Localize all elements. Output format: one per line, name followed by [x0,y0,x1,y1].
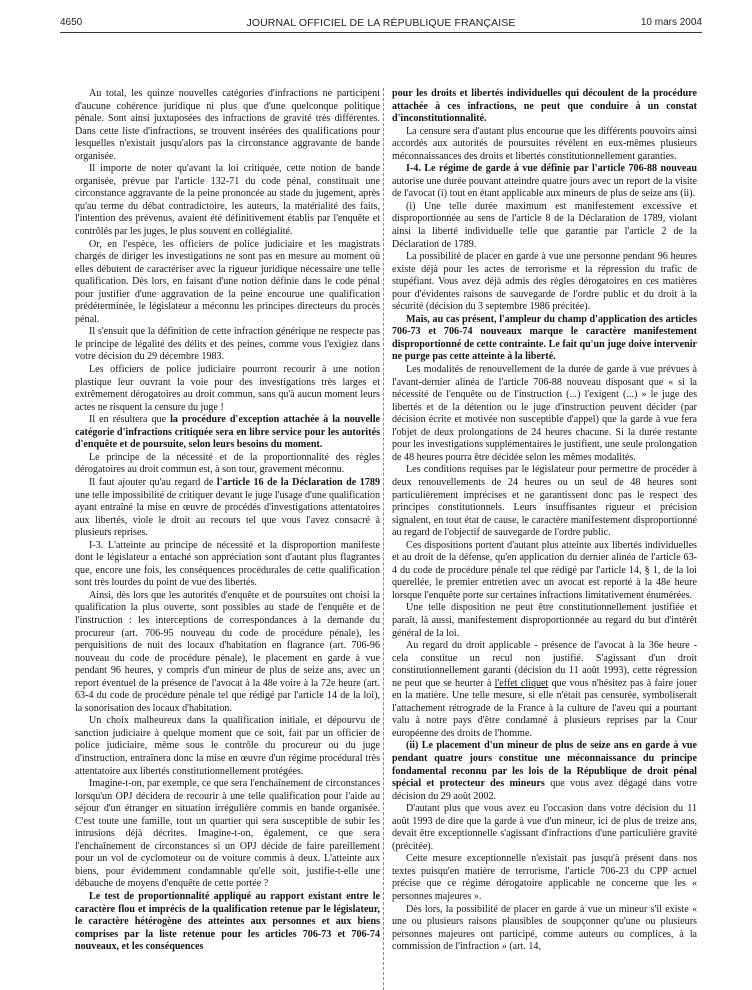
text-run: que vous n'hésitez pas à faire jouer en la matière. Une telle mesure, si elle n'était pas censurée, symboliserait l'attachement rétrograde de la France à la culture de l'aveu qui a pourtant valu à notre pays d'être condamné à plusieurs reprises par la Cour européenne des droits de l'homme. [392,677,697,739]
paragraph [75,477,380,540]
paragraph [392,640,697,740]
paragraph: Au total, les quinze nouvelles catégories d'infractions ne participent d'aucune cohérence juridique ni plus que d'une quelconque politique pénale. Sont ainsi juxtaposées des infractions de gravité très différentes. Dans cette liste d'infractions, se trouvent insérées des qualifications pour lesquelles n'existait jusqu'alors pas la circonstance aggravante de bande organisée. [75,88,380,162]
paragraph: Les officiers de police judiciaire pourront recourir à une notion plastique leur ouvrant la voie pour des investigations très larges et extrêmement dérogatoires au droit commun, sans qu'à aucun moment leurs actes ne risquent la censure du juge ! [75,364,380,413]
paragraph: Une telle disposition ne peut être constitutionnellement justifiée et paraît, là aussi, manifestement disproportionnée au regard du but d'intérêt général de la loi. [392,602,697,639]
page-header [60,14,702,30]
paragraph [75,891,380,954]
paragraph: D'autant plus que vous avez eu l'occasion dans votre décision du 11 août 1993 de dire que la garde à vue d'un mineur, ici de plus de treize ans, devait être exceptionnelle s'agissant d'infractions d'une particulière gravité (précitée). [392,803,697,852]
paragraph: La censure sera d'autant plus encourue que les différents pouvoirs ainsi accordés aux autorités de poursuites révèlent en eux-mêmes plusieurs méconnaissances des droits et libertés constitutionnellement garanties. [392,125,697,162]
text-run: Il faut ajouter qu'au regard de [89,476,217,488]
paragraph: La possibilité de placer en garde à vue une personne pendant 96 heures existe déjà pour les actes de terrorisme et la répression du trafic de stupéfiant. Vous avez déjà admis des règles dérogatoires en ces matières pour d'évidentes raisons de sauvegarde de l'ordre public et du droit à la sécurité (décision du 3 septembre 1986 précitée). [392,251,697,313]
text-run: une telle impossibilité de critiquer devant le juge l'usage d'une qualification ayant entraîné la mise en œuvre de procédés d'investigations attentatoires aux libertés, viole le droit au recours tel que vous l'avez consacré à plusieurs reprises. [75,489,380,539]
paragraph [392,88,697,126]
paragraph [392,314,697,364]
bold-text: I-4. Le régime de garde à vue définie par l'article 706-88 nouveau [406,163,697,175]
text-run: que vous avez dégagé dans votre décision du 29 août 2002. [392,778,697,802]
paragraph: Il importe de noter qu'avant la loi critiquée, cette notion de bande organisée, prévue par l'article 132-71 du code pénal, constituait une circonstance aggravante de la peine prononcée au stade du jugement, après qu'au terme du débat contradictoire, les auteurs, la matérialité des faits, l'intention des prévenus, avaient été définitivement établis par l'enquête et contrôlés par les juges, le plus souvent en collégialité. [75,163,380,238]
issue-date: 10 mars 2004 [640,17,702,28]
paragraph: Les modalités de renouvellement de la durée de garde à vue prévues à l'avant-dernier alinéa de l'article 706-88 nouveau disposant que « si la nécessité de l'enquête ou de l'instruction (...) l'exigent (...) » le juge des libertés et de la détention ou le juge d'instruction peuvent décider (par décision écrite et motivée non susceptible d'appel) que la garde à vue fera l'objet de deux prolongations de 24 heures chacune. Si la durée restante pour les investigations supplémentaires le justifient, une seule prolongation de 48 heures pourra être décidée selon les mêmes modalités. [392,364,697,463]
bold-text: pour les droits et libertés individuelles qui découlent de la procédure attachée à ces infractions, ne peut que conduire à un constat d'inconstitutionnalité. [392,88,697,125]
paragraph: Ces dispositions portent d'autant plus atteinte aux libertés individuelles et au droit de la défense, qu'en application du dernier alinéa de l'article 63-4 du code de procédure pénale tel que rédigé par l'article 14, § 1, de la loi querellée, le premier entretien avec un avocat est reporté à la 48e heure lorsque l'enquête porte sur certaines infractions limitativement énumérées. [392,539,697,601]
paragraph [75,414,380,452]
bold-text: (ii) Le placement d'un mineur de plus de seize ans en garde à vue pendant quatre jours constitue une méconnaissance du principe fondamental reconnu par les lois de la République de droit pénal spécial et protecteur des mineurs [392,740,697,790]
header-rule [60,32,702,33]
bold-text: Mais, au cas présent, l'ampleur du champ d'application des articles 706-73 et 706-74 nouveaux marque le caractère manifestement disproportionné de cette contrainte. Le fait qu'un juge doive intervenir ne purge pas cette atteinte à la liberté. [392,313,697,363]
paragraph: Les conditions requises par le législateur pour permettre de procéder à deux renouvellements de 24 heures ou un seul de 48 heures sont particulièrement imprécises et ne garantissent donc pas le respect des principes constitutionnels. Leurs insuffisantes rigueur et précision signalent, en tout état de cause, le caractère manifestement disproportionné au regard de l'objectif de sauvegarde de l'ordre public. [392,464,697,539]
paragraph: I-3. L'atteinte au principe de nécessité et la disproportion manifeste dont le législateur a entaché son appréciation sont d'autant plus flagrantes que, encore une fois, les conséquences procédurales de cette qualification sont très lourdes du point de vue des libertés. [75,539,380,589]
right-column [392,88,697,990]
paragraph [392,163,697,201]
text-run: Il en résultera que [89,414,171,426]
underlined-text: l'effet cliquet [494,677,549,689]
text-run: autorise une durée pouvant atteindre quatre jours avec un report de la visite de l'avocat (i) tout en étant applicable aux mineurs de plus de seize ans (ii). [392,175,697,200]
paragraph: Cette mesure exceptionnelle n'existait pas jusqu'à présent dans nos textes puisqu'en matière de terrorisme, l'article 706-23 du CPP actuel précise que ce régime dérogatoire applicable ne concerne que les « personnes majeures ». [392,853,697,902]
journal-title: JOURNAL OFFICIEL DE LA RÉPUBLIQUE FRANÇAISE [246,17,516,29]
page-number: 4650 [60,17,83,28]
bold-text: Le test de proportionnalité appliqué au rapport existant entre le caractère flou et imprécis de la qualification retenue par le législateur, le caractère hétérogène des atteintes aux personnes et aux biens comprises par la liste retenue pour les articles 706-73 et 706-74 nouveaux, et les conséquences [75,891,380,953]
paragraph: (i) Une telle durée maximum est manifestement excessive et disproportionnée au sens de l'article 8 de la Déclaration de 1789, violant ainsi la liberté individuelle telle que garantie par l'article 2 de la Déclaration de 1789. [392,200,697,250]
bold-text: l'article 16 de la Déclaration de 1789 [216,476,380,488]
paragraph: Il s'ensuit que la définition de cette infraction générique ne respecte pas le principe de légalité des délits et des peines, comme vous l'exigiez dans votre décision du 29 décembre 1983. [75,326,380,363]
paragraph: Imagine-t-on, par exemple, ce que sera l'enchaînement de circonstances lorsqu'un OPJ décidera de recourir à une telle qualification pour l'aide au séjour d'un étranger en situation irrégulière commis en bande organisée. C'est toute une famille, tout un quartier qui sera susceptible de subir les intrusions déjà décrites. Imagine-t-on, également, ce que sera l'enchaînement de circonstances si un OPJ décide de faire pareillement pour un vol de cyclomoteur ou de voiture commis à deux. L'atteinte aux biens, pour évidemment condamnable qu'elle soit, justifie-t-elle une débauche de moyens d'enquête de cette portée ? [75,778,380,890]
paragraph: Ainsi, dès lors que les autorités d'enquête et de poursuites ont choisi la qualification la plus ouverte, sont possibles au stade de l'enquête et de l'instruction : les interceptions de correspondances à la demande du procureur (art. 706-95 nouveau du code de procédure pénale), les perquisitions de nuit des locaux d'habitation en flagrance (art. 706-96 nouveau du code de procédure pénale), le placement en garde à vue pendant 96 heures, y compris d'un mineur de plus de seize ans, avec un report éventuel de la présence de l'avocat à la 48e voire à la 72e heure (art. 63-4 du code de procédure pénale tel que rédigé par l'article 14 de la loi), la sonorisation des locaux d'habitation. [75,589,380,714]
bold-text: la procédure d'exception attachée à la nouvelle catégorie d'infractions critiquée sera en libre service pour les autorités d'enquête et de poursuite, selon leurs besoins du moment. [75,414,380,451]
left-column [75,88,380,990]
paragraph: Or, en l'espèce, les officiers de police judiciaire et les magistrats chargés de diriger les investigations ne sont pas en mesure au moment où elles débutent de caractériser avec la rigueur juridique nécessaire une telle qualification. Dès lors, en faisant d'une notion définie dans le code pénal pour justifier d'une aggravation de la peine encourue une qualification prédéterminée, le législateur a méconnu les principes directeurs du procès pénal. [75,238,380,325]
paragraph: Dès lors, la possibilité de placer en garde à vue un mineur s'il existe « une ou plusieurs raisons plausibles de soupçonner qu'une ou plusieurs personnes majeures ont participé, comme auteurs ou complices, à la commission de l'infraction » (art. 14, [392,903,697,953]
paragraph: Le principe de la nécessité et de la proportionnalité des règles dérogatoires au droit commun est, à son tour, gravement méconnu. [75,451,380,476]
paragraph: Un choix malheureux dans la qualification initiale, et dépourvu de sanction judiciaire à quelque moment que ce soit, fait par un officier de police judiciaire, même sous le contrôle du procureur ou du juge d'instruction, entraînera donc la mise en œuvre d'un régime procédural très attentatoire aux libertés constitutionnellement protégées. [75,715,380,777]
column-divider [383,88,384,990]
paragraph [392,740,697,803]
text-run: Au regard du droit applicable - présence de l'avocat à la 36e heure - cela constitue un recul non justifié. S'agissant d'un droit constitutionnellement garanti (décision du 11 août 1993), cette régression ne peut que se heurter à [392,640,697,689]
